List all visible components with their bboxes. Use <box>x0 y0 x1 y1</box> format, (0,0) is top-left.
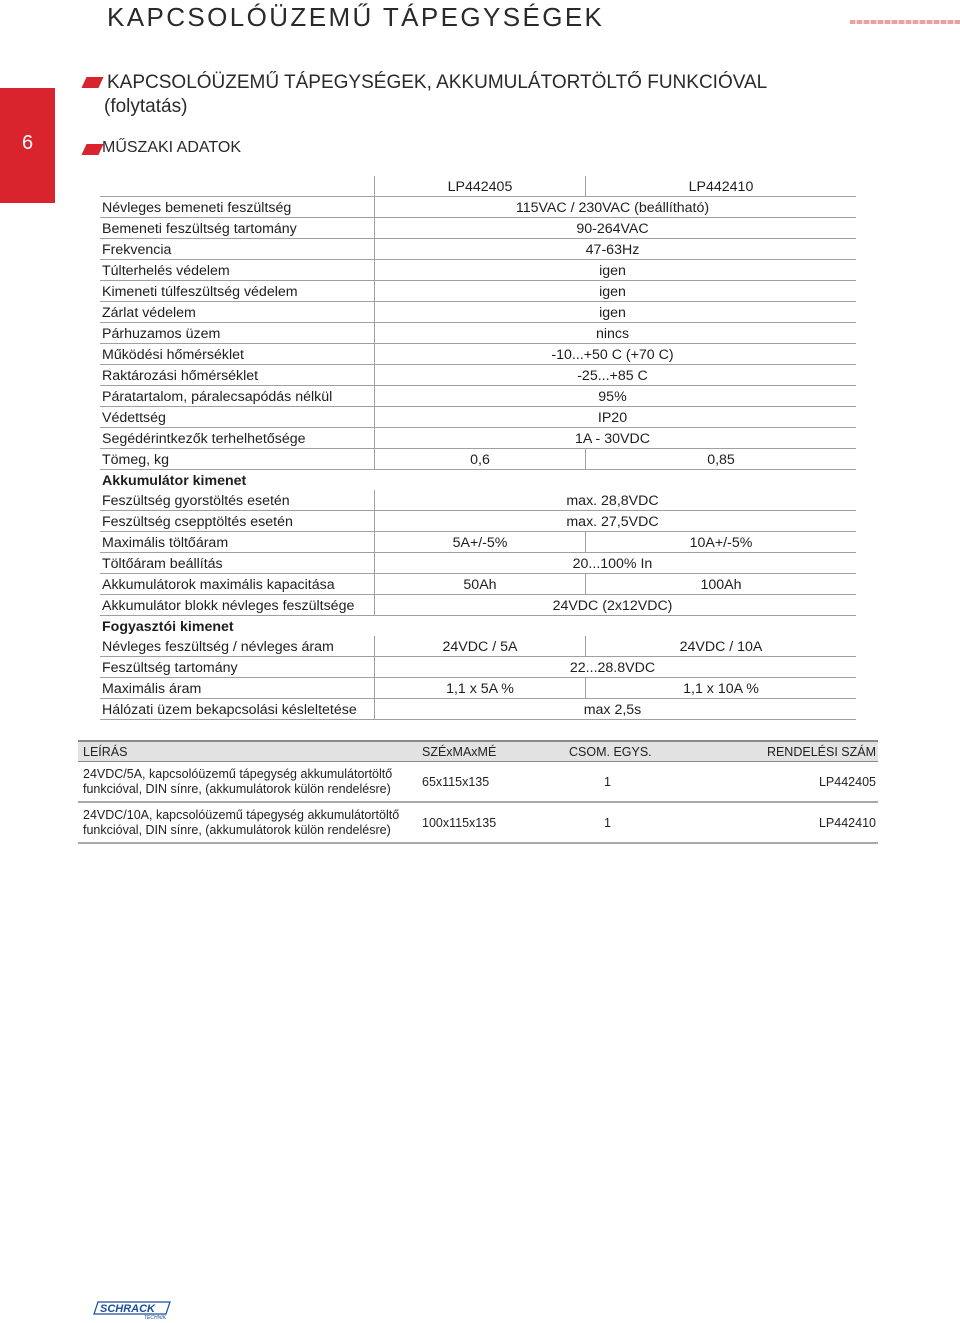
spec-value-b: 0,85 <box>707 452 735 468</box>
spec-section-row <box>100 616 856 636</box>
spec-value: 90-264VAC <box>576 221 649 237</box>
spec-row <box>100 657 856 678</box>
spec-label: Bemeneti feszültség tartomány <box>102 221 297 237</box>
order-row <box>78 803 878 844</box>
spec-row <box>100 553 856 574</box>
spec-label: Kimeneti túlfeszültség védelem <box>102 284 298 300</box>
spec-value: 20...100% In <box>572 556 653 572</box>
spec-row <box>100 449 856 470</box>
spec-row <box>100 218 856 239</box>
spec-value-a: 1,1 x 5A % <box>446 681 514 697</box>
spec-row <box>100 197 856 218</box>
subsection-bullet-icon <box>81 144 103 155</box>
order-number: LP442405 <box>818 775 876 789</box>
header-description: LEÍRÁS <box>83 745 128 759</box>
spec-row <box>100 532 856 553</box>
spec-label: Töltőáram beállítás <box>102 556 223 572</box>
header-order-number: RENDELÉSI SZÁM <box>766 745 876 759</box>
spec-row <box>100 344 856 365</box>
model-b-header: LP442410 <box>688 179 754 195</box>
spec-row <box>100 323 856 344</box>
spec-label: Maximális töltőáram <box>102 535 229 551</box>
spec-value: max. 28,8VDC <box>566 493 659 509</box>
spec-value: 22...28.8VDC <box>569 660 656 676</box>
spec-label: Feszültség gyorstöltés esetén <box>102 493 290 509</box>
logo-text: SCHRACK <box>100 1303 155 1315</box>
section-title <box>104 71 768 119</box>
spec-label: Maximális áram <box>102 681 202 697</box>
spec-label: Akkumulátor blokk névleges feszültsége <box>102 598 355 614</box>
order-pack-unit: 1 <box>604 775 611 789</box>
spec-row <box>100 407 856 428</box>
spec-row <box>100 239 856 260</box>
spec-label: Páratartalom, páralecsapódás nélkül <box>102 389 333 405</box>
spec-value-b: 24VDC / 10A <box>679 639 763 655</box>
spec-label: Zárlat védelem <box>102 305 196 321</box>
spec-row <box>100 511 856 532</box>
spec-value: IP20 <box>597 410 628 426</box>
page-number: 6 <box>21 132 34 154</box>
header-dimensions: SZÉxMAxMÉ <box>422 745 497 759</box>
spec-label: Párhuzamos üzem <box>102 326 221 342</box>
spec-row <box>100 595 856 616</box>
spec-row <box>100 490 856 511</box>
spec-row <box>100 281 856 302</box>
spec-label: Frekvencia <box>102 242 172 258</box>
spec-label: Akkumulátorok maximális kapacitása <box>102 577 335 593</box>
spec-value: 24VDC (2x12VDC) <box>552 598 673 614</box>
spec-value: igen <box>599 305 626 321</box>
spec-label: Tömeg, kg <box>102 452 170 468</box>
section-title-line2: (folytatás) <box>104 96 188 117</box>
section-bullet-icon <box>81 77 103 88</box>
model-a-header: LP442405 <box>447 179 513 195</box>
order-header-row <box>78 740 878 762</box>
spec-label: Hálózati üzem bekapcsolási késleltetése <box>102 702 357 718</box>
section-title-line1: KAPCSOLÓÜZEMŰ TÁPEGYSÉGEK, AKKUMULÁTORTÖLTŐ FUNKCIÓVAL <box>107 72 768 93</box>
spec-value-a: 5A+/-5% <box>452 535 508 551</box>
spec-label: Védettség <box>102 410 166 426</box>
page-title: KAPCSOLÓÜZEMŰ TÁPEGYSÉGEK <box>107 2 605 32</box>
spec-label: Működési hőmérséklet <box>102 347 244 363</box>
spec-row <box>100 428 856 449</box>
spec-value: -10...+50 C (+70 C) <box>551 347 674 363</box>
spec-row <box>100 678 856 699</box>
spec-row <box>100 302 856 323</box>
spec-label: Feszültség csepptöltés esetén <box>102 514 293 530</box>
spec-label: Raktározási hőmérséklet <box>102 368 259 384</box>
spec-row <box>100 260 856 281</box>
order-pack-unit: 1 <box>604 816 611 830</box>
spec-value-a: 0,6 <box>470 452 490 468</box>
spec-value: igen <box>599 284 626 300</box>
spec-value: max. 27,5VDC <box>566 514 659 530</box>
spec-label: Feszültség tartomány <box>102 660 238 676</box>
spec-value-b: 10A+/-5% <box>689 535 753 551</box>
order-description: 24VDC/10A, kapcsolóüzemű tápegység akkumulátortöltő funkcióval, DIN sínre, (akkumulátorok külön rendelésre) <box>83 808 400 837</box>
spec-value-a: 24VDC / 5A <box>442 639 518 655</box>
spec-label: Túlterhelés védelem <box>102 263 230 279</box>
order-dimensions: 100x115x135 <box>422 816 497 830</box>
spec-row <box>100 365 856 386</box>
spec-label: Névleges bemeneti feszültség <box>102 200 292 216</box>
spec-value-b: 100Ah <box>700 577 742 593</box>
spec-label: Névleges feszültség / névleges áram <box>102 639 334 655</box>
spec-section-row <box>100 470 856 490</box>
order-row <box>78 762 878 803</box>
header-stripe <box>850 20 960 24</box>
spec-value: 95% <box>598 389 627 405</box>
order-table <box>78 740 878 844</box>
spec-value: 1A - 30VDC <box>575 431 650 447</box>
spec-row <box>100 636 856 657</box>
spec-table <box>100 176 856 720</box>
spec-row <box>100 574 856 595</box>
spec-value: igen <box>599 263 626 279</box>
spec-section-title: Fogyasztói kimenet <box>102 619 234 635</box>
logo-subtext: TECHNIK <box>144 1315 166 1320</box>
order-dimensions: 65x115x135 <box>422 775 490 789</box>
order-description: 24VDC/5A, kapcsolóüzemű tápegység akkumulátortöltő funkcióval, DIN sínre, (akkumulátorok külön rendelésre) <box>83 767 393 796</box>
spec-label: Segédérintkezők terhelhetősége <box>102 431 306 447</box>
header-pack-unit: CSOM. EGYS. <box>569 745 652 759</box>
spec-value-b: 1,1 x 10A % <box>683 681 759 697</box>
spec-value: -25...+85 C <box>577 368 648 384</box>
spec-row <box>100 386 856 407</box>
spec-value: 115VAC / 230VAC (beállítható) <box>515 200 710 216</box>
spec-value-a: 50Ah <box>463 577 497 593</box>
spec-header-row <box>100 176 856 197</box>
order-number: LP442410 <box>818 816 876 830</box>
schrack-logo <box>92 1300 172 1320</box>
subsection-title: MŰSZAKI ADATOK <box>102 139 241 156</box>
spec-row <box>100 699 856 720</box>
spec-value: nincs <box>595 326 630 342</box>
spec-value: 47-63Hz <box>585 242 640 258</box>
spec-section-title: Akkumulátor kimenet <box>102 473 247 489</box>
spec-value: max 2,5s <box>583 702 642 718</box>
